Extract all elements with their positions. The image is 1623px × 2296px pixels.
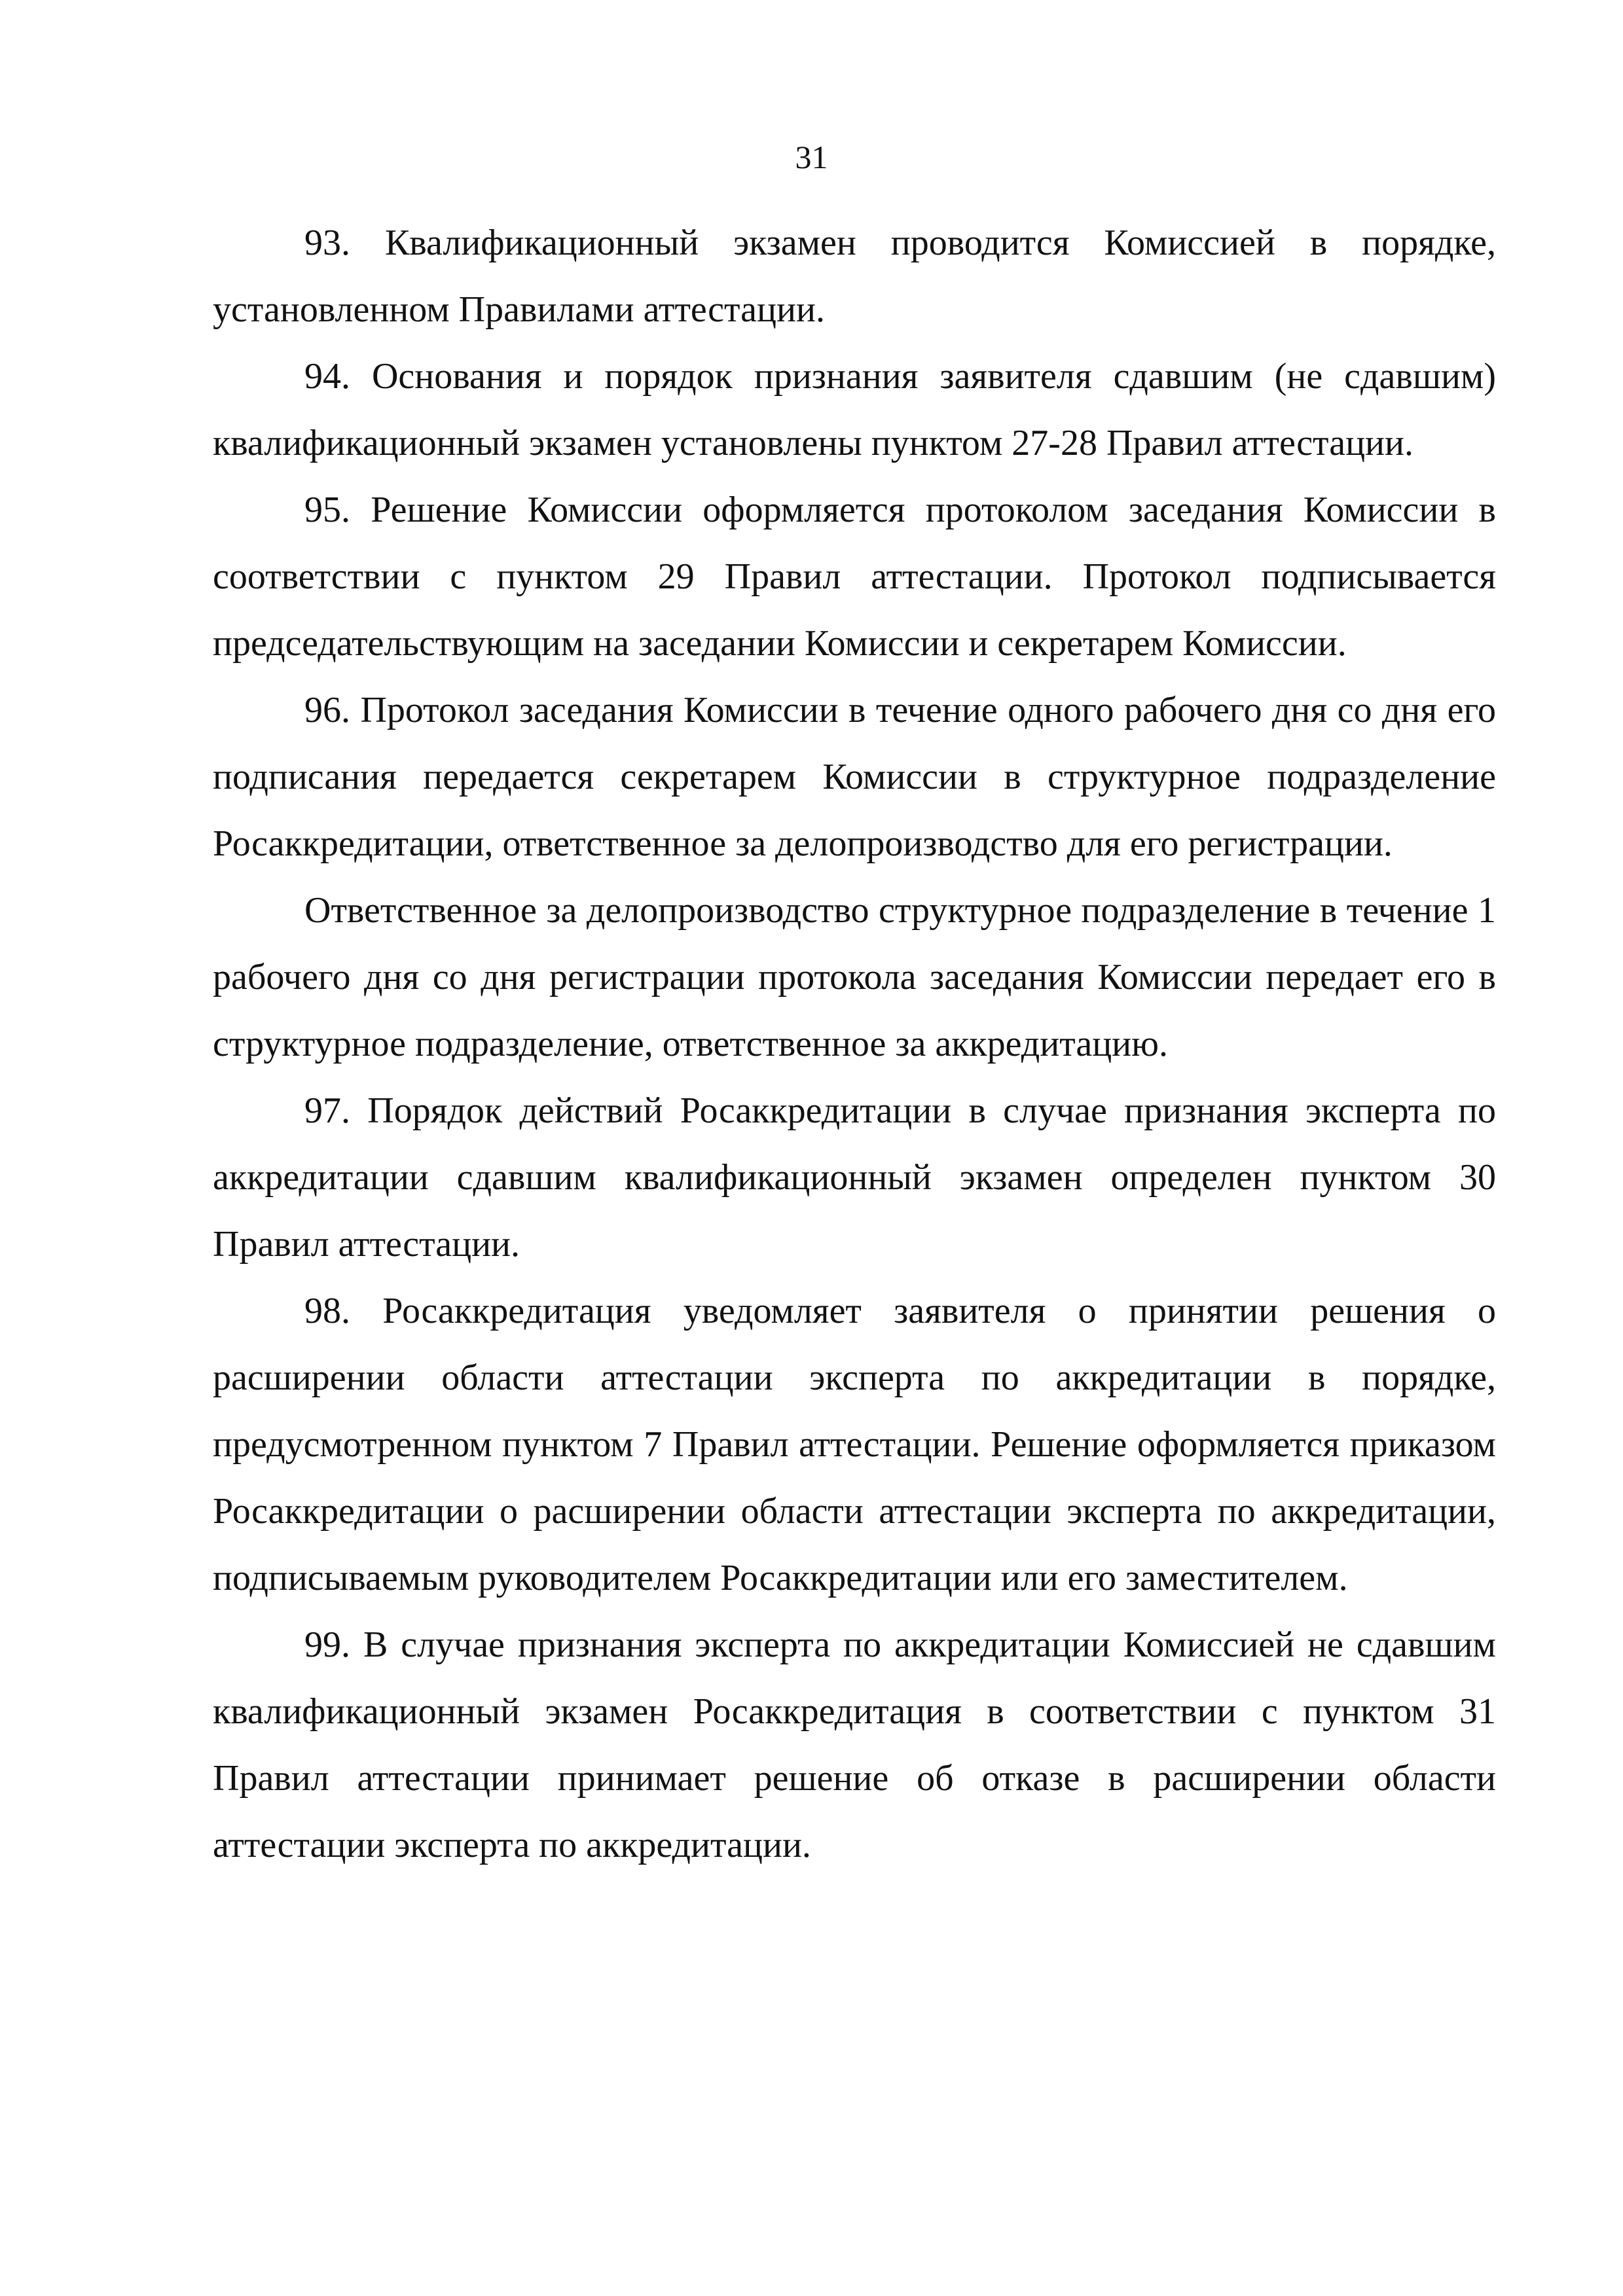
page-number: 31 [795, 139, 828, 175]
paragraph-99: 99. В случае признания эксперта по аккредитации Комиссией не сдавшим квалификационный экзамен Росаккредитация в соответствии с пунктом 31 Правил аттестации принимает решение об отказе в расширении области аттестации эксперта по аккредитации. [213, 1624, 1496, 1865]
paragraph-94: 94. Основания и порядок признания заявителя сдавшим (не сдавшим) квалификационный экзамен установлены пунктом 27-28 Правил аттестации. [213, 356, 1496, 463]
paragraph-93: 93. Квалификационный экзамен проводится Комиссией в порядке, установленном Правилами аттестации. [213, 223, 1496, 330]
paragraph-98: 98. Росаккредитация уведомляет заявителя о принятии решения о расширении области аттестации эксперта по аккредитации в порядке, предусмотренном пунктом 7 Правил аттестации. Решение оформляется приказом Росаккредитации о расширении области аттестации эксперта по аккредитации, подписываемым руководителем Росаккредитации или его заместителем. [213, 1291, 1496, 1598]
document-body [213, 209, 1496, 1878]
paragraph-95: 95. Решение Комиссии оформляется протоколом заседания Комиссии в соответствии с пунктом 29 Правил аттестации. Протокол подписывается председательствующим на заседании Комиссии и секретарем Комиссии. [213, 490, 1496, 664]
paragraph-96: 96. Протокол заседания Комиссии в течение одного рабочего дня со дня его подписания передается секретарем Комиссии в структурное подразделение Росаккредитации, ответственное за делопроизводство для его регистрации. [213, 690, 1496, 864]
paragraph-96-continued: Ответственное за делопроизводство структурное подразделение в течение 1 рабочего дня со дня регистрации протокола заседания Комиссии передает его в структурное подразделение, ответственное за аккредитацию. [213, 890, 1496, 1064]
paragraph-97: 97. Порядок действий Росаккредитации в случае признания эксперта по аккредитации сдавшим квалификационный экзамен определен пунктом 30 Правил аттестации. [213, 1090, 1496, 1265]
